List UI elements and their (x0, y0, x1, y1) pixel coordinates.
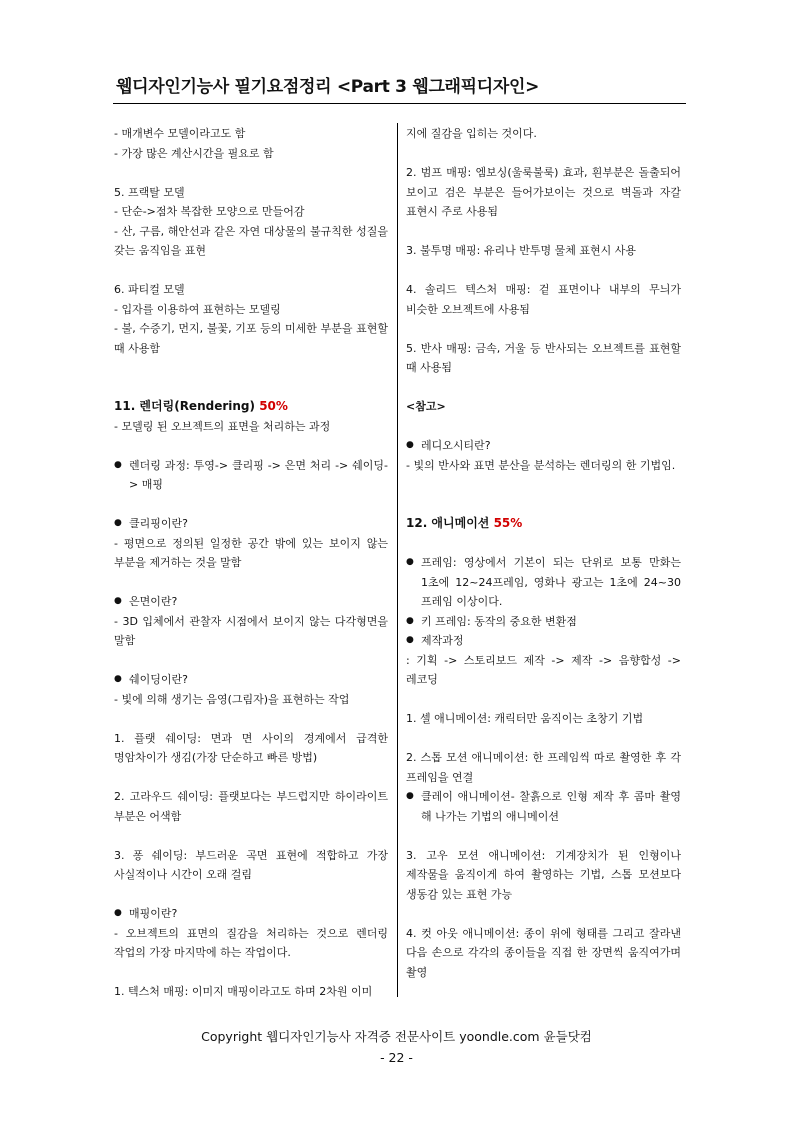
left-column (114, 124, 388, 1002)
paragraph: 2. 스톱 모션 애니메이션: 한 프레임씩 따로 촬영한 후 각 프레임을 연결 (406, 751, 681, 784)
paragraph: 3. 퐁 쉐이딩: 부드러운 곡면 표현에 적합하고 가장 사실적이나 시간이 오래 걸림 (114, 848, 388, 881)
right-column (406, 124, 681, 982)
bullet-item: ● 키 프레임: 동작의 중요한 변환점 (406, 612, 681, 632)
paragraph: 5. 반사 매핑: 금속, 거울 등 반사되는 오브젝트를 표현할 때 사용됨 (406, 341, 681, 374)
reference-heading: <참고> (406, 400, 446, 413)
paragraph: 3. 불투명 매핑: 유리나 반투명 물체 표현시 사용 (406, 244, 636, 257)
paragraph: 지에 질감을 입히는 것이다. (406, 127, 537, 140)
column-divider (397, 123, 398, 997)
heading-text: 12. 애니메이션 (406, 516, 494, 530)
paragraph: 5. 프랙탈 모델 - 단순->점차 복잡한 모양으로 만들어감 - 산, 구름, 해안선과 같은 자연 대상물의 불규칙한 성질을 갖는 움직임을 표현 (114, 185, 388, 257)
section-heading-rendering (114, 397, 388, 417)
paragraph: 1. 셀 애니메이션: 캐릭터만 움직이는 초창기 기법 (406, 712, 644, 725)
bullet-item: ● 은면이란? (114, 592, 388, 612)
paragraph: : 기획 -> 스토리보드 제작 -> 제작 -> 음향합성 -> 레코딩 (406, 653, 681, 686)
page-title: 웹디자인기능사 필기요점정리 <Part 3 웹그래픽디자인> (116, 77, 540, 97)
bullet-item: ● 렌더링 과정: 투영-> 클리핑 -> 은면 처리 -> 쉐이딩-> 매핑 (114, 456, 388, 495)
bullet-item: ● 프레임: 영상에서 기본이 되는 단위로 보통 만화는 1초에 12~24프레임, 영화나 광고는 1초에 24~30 프레임 이상이다. (406, 553, 681, 612)
heading-text: 11. 렌더링(Rendering) (114, 399, 260, 413)
paragraph: 2. 범프 매핑: 엠보싱(울룩불룩) 효과, 흰부분은 돌출되어 보이고 검은 부분은 들어가보이는 것으로 벽돌과 자갈 표현시 주로 사용됨 (406, 166, 681, 218)
paragraph: 6. 파티컬 모델 - 입자를 이용하여 표현하는 모델링 - 불, 수증기, 먼지, 불꽃, 기포 등의 미세한 부분을 표현할 때 사용함 (114, 283, 388, 355)
paragraph: - 3D 입체에서 관찰자 시점에서 보이지 않는 다각형면을 말함 (114, 614, 388, 647)
title-rule (113, 103, 686, 104)
paragraph: - 모델링 된 오브젝트의 표면을 처리하는 과정 (114, 419, 331, 433)
heading-percent: 55% (493, 516, 523, 530)
paragraph: 4. 컷 아웃 애니메이션: 종이 위에 형태를 그리고 잘라낸 다음 손으로 각각의 종이들을 직접 한 장면씩 움직여가며 촬영 (406, 926, 681, 979)
bullet-item: ● 제작과정 (406, 631, 681, 651)
paragraph: 1. 플랫 쉐이딩: 면과 면 사이의 경계에서 급격한 명암차이가 생김(가장 단순하고 빠른 방법) (114, 731, 388, 764)
paragraph: 4. 솔리드 텍스처 매핑: 겉 표면이나 내부의 무늬가 비슷한 오브젝트에 사용됨 (406, 283, 681, 316)
paragraph: 2. 고라우드 쉐이딩: 플랫보다는 부드럽지만 하이라이트 부분은 어색함 (114, 790, 388, 823)
paragraph: 1. 텍스처 매핑: 이미지 매핑이라고도 하며 2차원 이미 (114, 985, 373, 998)
bullet-item: ● 쉐이딩이란? (114, 670, 388, 690)
page-number: - 22 - (380, 1050, 413, 1065)
bullet-item: ● 클레이 애니메이션- 찰흙으로 인형 제작 후 콤마 촬영 해 나가는 기법의 애니메이션 (406, 787, 681, 826)
heading-percent: 50% (259, 399, 288, 413)
section-heading-animation (406, 514, 681, 534)
footer-copyright: Copyright 웹디자인기능사 자격증 전문사이트 yoondle.com 윤들닷컴 (201, 1029, 592, 1044)
paragraph: - 빛의 반사와 표면 분산을 분석하는 렌더링의 한 기법임. (406, 458, 676, 472)
paragraph: - 오브젝트의 표면의 질감을 처리하는 것으로 렌더링 작업의 가장 마지막에 하는 작업이다. (114, 926, 388, 959)
bullet-item: ● 클리핑이란? (114, 514, 388, 534)
paragraph: - 빛에 의해 생기는 음영(그림자)을 표현하는 작업 (114, 692, 350, 706)
bullet-item: ● 매핑이란? (114, 904, 388, 924)
bullet-item: ● 레디오시티란? (406, 436, 681, 456)
paragraph: - 평면으로 정의된 일정한 공간 밖에 있는 보이지 않는 부분을 제거하는 것을 말함 (114, 536, 388, 569)
paragraph: 3. 고우 모션 애니메이션: 기계장치가 된 인형이나 제작물을 움직이게 하여 촬영하는 기법, 스톱 모션보다 생동감 있는 표현 가능 (406, 848, 681, 901)
paragraph: - 매개변수 모델이라고도 함 - 가장 많은 계산시간을 필요로 함 (114, 127, 274, 160)
